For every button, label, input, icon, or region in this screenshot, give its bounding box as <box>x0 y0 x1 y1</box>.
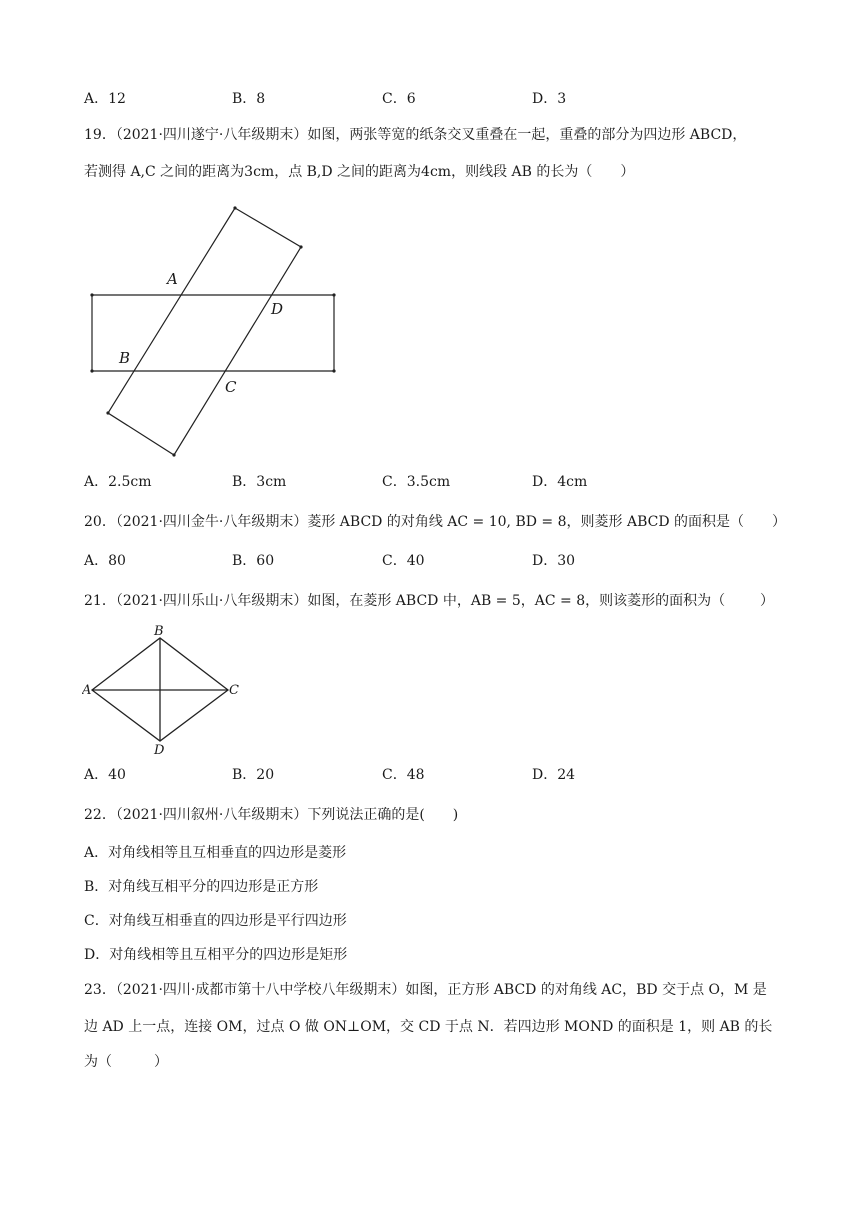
q22-option-c: C．对角线互相垂直的四边形是平行四边形 <box>84 913 347 929</box>
q23-stem-line1: 23．（2021·四川·成都市第十八中学校八年级期末）如图，正方形 ABCD 的对角线 AC，BD 交于点 O，M 是 <box>84 982 767 998</box>
q21-option-b: B．20 <box>232 767 275 783</box>
q21-stem: 21．（2021·四川乐山·八年级期末）如图，在菱形 ABCD 中，AB = 5，AC = 8，则该菱形的面积为（ <box>84 593 726 609</box>
q21-options <box>84 765 784 785</box>
q18-option-a: A．12 <box>84 91 126 107</box>
q20-option-d: D．30 <box>532 553 576 569</box>
q23-stem-line3: 为（ ） <box>84 1054 168 1070</box>
q22-stem: 22．（2021·四川叙州·八年级期末）下列说法正确的是( ) <box>84 807 459 823</box>
q19-label-c: C <box>225 378 237 396</box>
q20-option-c: C．40 <box>382 553 425 569</box>
q20-option-a: A．80 <box>84 553 126 569</box>
q21-option-d: D．24 <box>532 767 576 783</box>
q19-strips-figure <box>84 200 354 462</box>
q19-option-a: A．2.5cm <box>84 474 152 490</box>
q22-option-b: B．对角线互相平分的四边形是正方形 <box>84 879 319 895</box>
q22-option-a: A．对角线相等且互相垂直的四边形是菱形 <box>84 845 347 861</box>
q19-stem-line1: 19．（2021·四川遂宁·八年级期末）如图，两张等宽的纸条交叉重叠在一起，重叠的部分为四边形 ABCD， <box>84 127 747 143</box>
q23-stem-line2: 边 AD 上一点，连接 OM，过点 O 做 ON⊥OM，交 CD 于点 N．若四边形 MOND 的面积是 1，则 AB 的长 <box>84 1019 773 1035</box>
q18-option-b: B．8 <box>232 91 266 107</box>
q20-options <box>84 551 784 571</box>
q18-option-d: D．3 <box>532 91 567 107</box>
q21-label-b: B <box>154 624 164 639</box>
q19-option-b: B．3cm <box>232 474 287 490</box>
q18-option-c: C．6 <box>382 91 416 107</box>
q21-label-a: A <box>82 683 92 698</box>
q21-label-d: D <box>154 743 165 756</box>
q21-option-a: A．40 <box>84 767 126 783</box>
slanted-strip <box>108 208 301 455</box>
q19-label-a: A <box>167 270 178 288</box>
q21-rhombus-figure <box>82 624 247 756</box>
q19-label-b: B <box>119 349 131 367</box>
q20-option-b: B．60 <box>232 553 275 569</box>
q19-option-d: D．4cm <box>532 474 588 490</box>
q19-option-c: C．3.5cm <box>382 474 451 490</box>
q18-options <box>84 89 784 109</box>
q21-label-c: C <box>229 683 239 698</box>
q20-stem: 20．（2021·四川金牛·八年级期末）菱形 ABCD 的对角线 AC = 10, BD = 8，则菱形 ABCD 的面积是（ ） <box>84 514 787 530</box>
q21-paren-close: ） <box>760 593 774 609</box>
q19-options <box>84 472 784 492</box>
q22-option-d: D．对角线相等且互相平分的四边形是矩形 <box>84 947 348 963</box>
q19-stem-line2: 若测得 A,C 之间的距离为3cm，点 B,D 之间的距离为4cm，则线段 AB 的长为（ ） <box>84 164 635 180</box>
q19-label-d: D <box>271 300 284 318</box>
q21-option-c: C．48 <box>382 767 425 783</box>
